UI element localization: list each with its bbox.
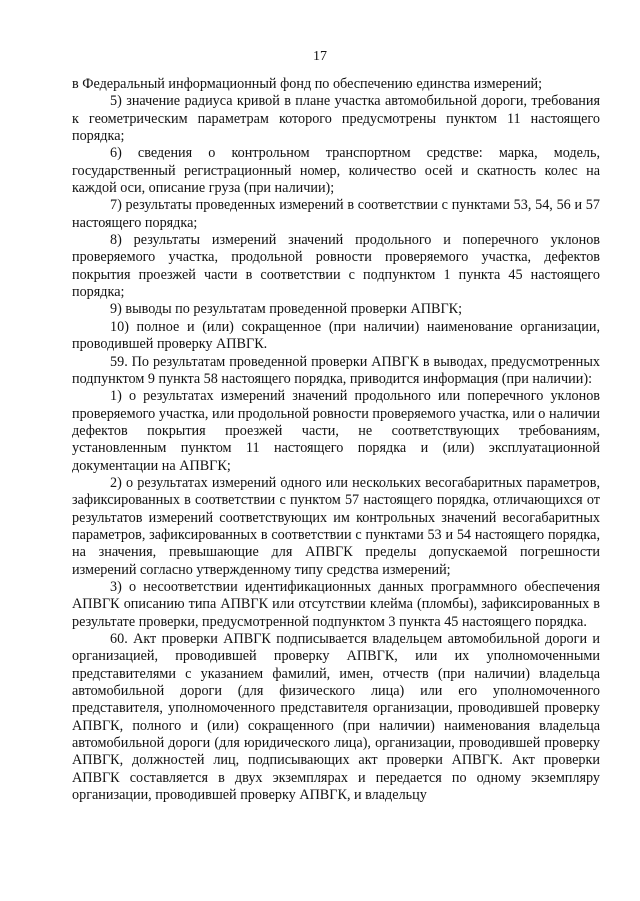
paragraph-clause-59: 59. По результатам проведенной проверки АПВГК в выводах, предусмотренных подпунктом 9 пункта 58 настоящего порядка, приводится информация (при наличии): bbox=[72, 353, 600, 387]
paragraph-clause-59-item-2: 2) о результатах измерений одного или нескольких весогабаритных параметров, зафиксированных в соответствии с пунктом 57 настоящего порядка, отличающихся от результатов измерений соответствующих им контрольных значений весогабаритных параметров, зафиксированных в соответствии с пунктами 53 и 54 настоящего порядка, на значения, превышающие для АПВГК пределы допускаемой погрешности измерений согласно утвержденному типу средства измерений; bbox=[72, 474, 600, 578]
paragraph-item-9: 9) выводы по результатам проведенной проверки АПВГК; bbox=[110, 301, 463, 318]
paragraph-clause-60: 60. Акт проверки АПВГК подписывается владельцем автомобильной дороги и организацией, проводившей проверку АПВГК, или их уполномоченными представителями с указанием фамилий, имен, отчеств (при наличии) владельца автомобильной дороги (для физического лица) или его уполномоченного представителя, уполномоченного представителя организации, проводившей проверку АПВГК, полного и (или) сокращенного (при наличии) наименования владельца автомобильной дороги (для юридического лица), организации, проводившей проверку АПВГК, должностей лиц, подписывающих акт проверки АПВГК. Акт проверки АПВГК составляется в двух экземплярах и передается по одному экземпляру организации, проводившей проверку АПВГК, и владельцу bbox=[72, 631, 600, 804]
paragraph-clause-59-item-1: 1) о результатах измерений значений продольного или поперечного уклонов проверяемого участка, или продольной ровности проверяемого участка, или о наличии дефектов покрытия проезжей части, не соответствующих требованиям, установленным пунктом 11 настоящего порядка и (или) эксплуатационной документации на АПВГК; bbox=[72, 388, 600, 474]
paragraph-continuation: в Федеральный информационный фонд по обеспечению единства измерений; bbox=[72, 76, 543, 92]
page-number: 17 bbox=[313, 49, 327, 64]
paragraph-item-5: 5) значение радиуса кривой в плане участка автомобильной дороги, требования к геометрическим параметрам которого предусмотрены пунктом 11 настоящего порядка; bbox=[72, 93, 600, 145]
document-body bbox=[72, 76, 600, 804]
paragraph-item-8: 8) результаты измерений значений продольного и поперечного уклонов проверяемого участка, продольной ровности проверяемого участка, дефектов покрытия проезжей части в соответствии с подпунктом 1 пункта 45 настоящего порядка; bbox=[72, 232, 600, 301]
paragraph-item-10: 10) полное и (или) сокращенное (при наличии) наименование организации, проводившей проверку АПВГК. bbox=[72, 318, 600, 353]
paragraph-item-7: 7) результаты проведенных измерений в соответствии с пунктами 53, 54, 56 и 57 настоящего порядка; bbox=[72, 197, 600, 231]
paragraph-item-6: 6) сведения о контрольном транспортном средстве: марка, модель, государственный регистрационный номер, количество осей и скатность колес на каждой оси, описание груза (при наличии); bbox=[72, 145, 600, 197]
paragraph-clause-59-item-3: 3) о несоответствии идентификационных данных программного обеспечения АПВГК описанию типа АПВГК или отсутствии клейма (пломбы), зафиксированных в результате проверки, предусмотренной подпунктом 3 пункта 45 настоящего порядка. bbox=[72, 578, 600, 630]
